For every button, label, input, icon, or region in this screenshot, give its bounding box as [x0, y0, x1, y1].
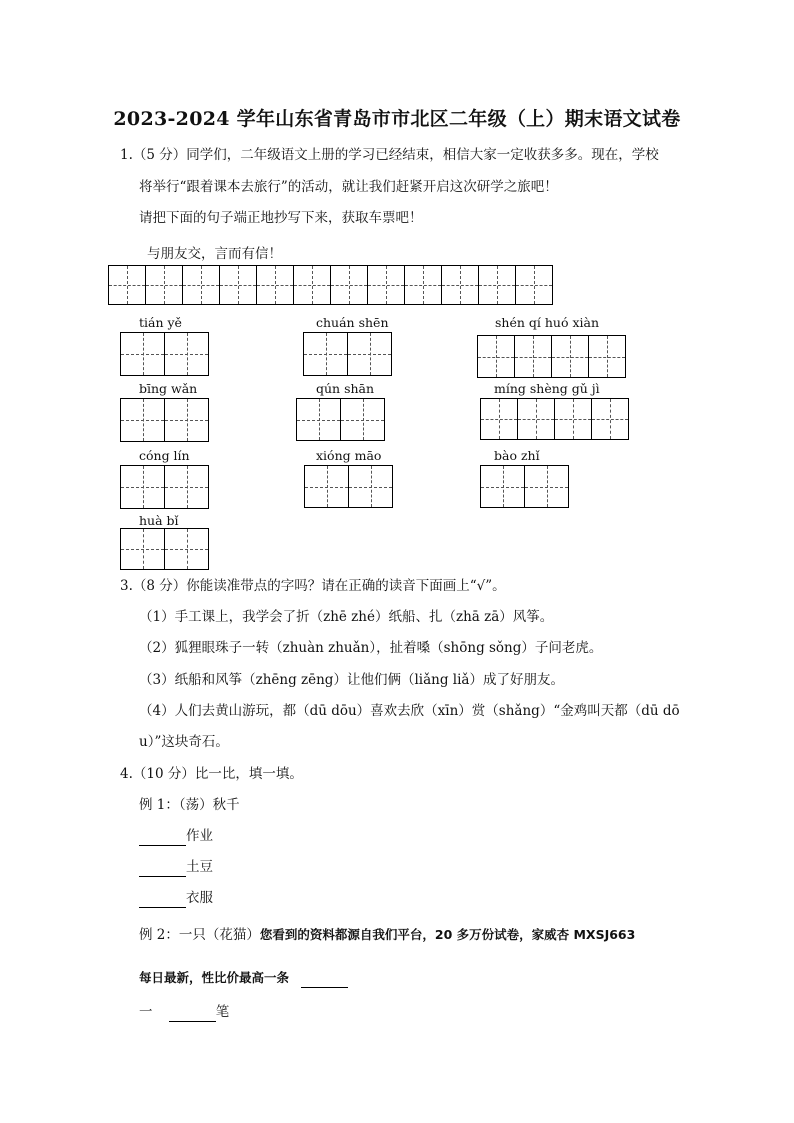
- grid-cell[interactable]: [589, 335, 626, 378]
- pinyin-grid[interactable]: [120, 528, 209, 570]
- fill-item-last: [139, 1003, 229, 1022]
- grid-cell[interactable]: [304, 332, 348, 376]
- pinyin-grid[interactable]: [120, 332, 209, 376]
- q3-heading: 3.（8 分）你能读准带点的字吗？请在正确的读音下面画上“√”。: [120, 578, 506, 594]
- q3-item: （3）纸船和风筝（zhēng zēng）让他们俩（liǎng liǎ）成了好朋友。: [139, 672, 564, 688]
- grid-cell[interactable]: [331, 265, 368, 305]
- answer-blank[interactable]: [301, 969, 348, 988]
- answer-blank[interactable]: [139, 858, 186, 877]
- pinyin-label: míng shèng gǔ jì: [494, 381, 600, 396]
- grid-cell[interactable]: [165, 465, 209, 509]
- pinyin-grid[interactable]: [303, 332, 392, 376]
- grid-cell[interactable]: [592, 398, 629, 440]
- grid-cell[interactable]: [294, 265, 331, 305]
- fill-item: [139, 889, 213, 908]
- watermark-line: [139, 969, 348, 988]
- grid-cell[interactable]: [183, 265, 220, 305]
- pinyin-label: bīng wǎn: [139, 381, 198, 396]
- grid-cell[interactable]: [257, 265, 294, 305]
- watermark-text-2: 每日最新，性比价最高一条: [139, 970, 290, 985]
- grid-cell[interactable]: [146, 265, 183, 305]
- grid-cell[interactable]: [516, 265, 553, 305]
- prefix-char: 一: [139, 1004, 153, 1020]
- answer-blank[interactable]: [139, 827, 186, 846]
- fill-item: [139, 827, 213, 846]
- grid-cell[interactable]: [297, 398, 341, 441]
- q3-item: （1）手工课上，我学会了折（zhē zhé）纸船、扎（zhā zā）风筝。: [139, 609, 554, 625]
- grid-cell[interactable]: [442, 265, 479, 305]
- grid-cell[interactable]: [479, 265, 516, 305]
- q1-line1: 1.（5 分）同学们，二年级语文上册的学习已经结束，相信大家一定收获多多。现在，学校: [120, 147, 659, 163]
- grid-cell[interactable]: [121, 332, 165, 376]
- pinyin-grid[interactable]: [480, 465, 569, 508]
- grid-cell[interactable]: [481, 398, 518, 440]
- grid-cell[interactable]: [165, 332, 209, 376]
- pinyin-grid[interactable]: [480, 398, 629, 440]
- grid-cell[interactable]: [220, 265, 257, 305]
- watermark-text: 您看到的资料都源自我们平台，20 多万份试卷，家威杏 MXSJ663: [259, 927, 636, 942]
- grid-cell[interactable]: [481, 465, 525, 508]
- q1-line2: 将举行“跟着课本去旅行”的活动，就让我们赶紧开启这次研学之旅吧！: [139, 179, 558, 195]
- q4-example-2: [139, 926, 635, 944]
- copy-grid[interactable]: [108, 265, 553, 305]
- pinyin-label: xióng māo: [316, 448, 382, 463]
- answer-blank[interactable]: [139, 889, 186, 908]
- fill-word: 土豆: [186, 859, 213, 875]
- grid-cell[interactable]: [368, 265, 405, 305]
- grid-cell[interactable]: [165, 528, 209, 570]
- pinyin-grid[interactable]: [304, 465, 393, 508]
- grid-cell[interactable]: [305, 465, 349, 508]
- pinyin-grid[interactable]: [120, 398, 209, 442]
- pinyin-grid[interactable]: [477, 335, 626, 378]
- pinyin-label: tián yě: [139, 315, 182, 330]
- q3-item: （2）狐狸眼珠子一转（zhuàn zhuǎn），扯着嗓（shōng sǒng）子问老虎。: [139, 640, 603, 656]
- grid-cell[interactable]: [121, 398, 165, 442]
- pinyin-grid[interactable]: [120, 465, 209, 509]
- grid-cell[interactable]: [478, 335, 515, 378]
- pinyin-label: chuán shēn: [316, 315, 389, 330]
- pinyin-label: huà bǐ: [139, 513, 179, 528]
- grid-cell[interactable]: [525, 465, 569, 508]
- q1-line3: 请把下面的句子端正地抄写下来，获取车票吧！: [139, 210, 423, 226]
- grid-cell[interactable]: [552, 335, 589, 378]
- pinyin-label: shén qí huó xiàn: [495, 315, 600, 330]
- q4-example-1: 例 1：（荡）秋千: [139, 797, 240, 813]
- grid-cell[interactable]: [341, 398, 385, 441]
- fill-word: 作业: [186, 828, 213, 844]
- grid-cell[interactable]: [555, 398, 592, 440]
- q3-item: （4）人们去黄山游玩，都（dū dōu）喜欢去欣（xīn）赏（shǎng）“金鸡叫天都（dū dō: [139, 703, 680, 719]
- q1-sentence: 与朋友交，言而有信！: [147, 246, 282, 262]
- q4-heading: 4.（10 分）比一比，填一填。: [120, 766, 303, 782]
- answer-blank[interactable]: [169, 1003, 216, 1022]
- pinyin-grid[interactable]: [296, 398, 385, 441]
- fill-item: [139, 858, 213, 877]
- grid-cell[interactable]: [121, 465, 165, 509]
- grid-cell[interactable]: [518, 398, 555, 440]
- fill-word: 衣服: [186, 890, 213, 906]
- q3-item: u）”这块奇石。: [139, 734, 229, 750]
- grid-cell[interactable]: [405, 265, 442, 305]
- pinyin-label: bào zhǐ: [494, 448, 540, 463]
- grid-cell[interactable]: [349, 465, 393, 508]
- fill-word: 笔: [215, 1004, 230, 1020]
- page-title: 2023-2024 学年山东省青岛市市北区二年级（上）期末语文试卷: [113, 108, 681, 130]
- pinyin-label: cóng lín: [139, 448, 190, 463]
- example-2-text: 例 2：一只（花猫）: [139, 927, 260, 943]
- grid-cell[interactable]: [515, 335, 552, 378]
- pinyin-label: qún shān: [316, 381, 375, 396]
- grid-cell[interactable]: [348, 332, 392, 376]
- grid-cell[interactable]: [109, 265, 146, 305]
- grid-cell[interactable]: [121, 528, 165, 570]
- grid-cell[interactable]: [165, 398, 209, 442]
